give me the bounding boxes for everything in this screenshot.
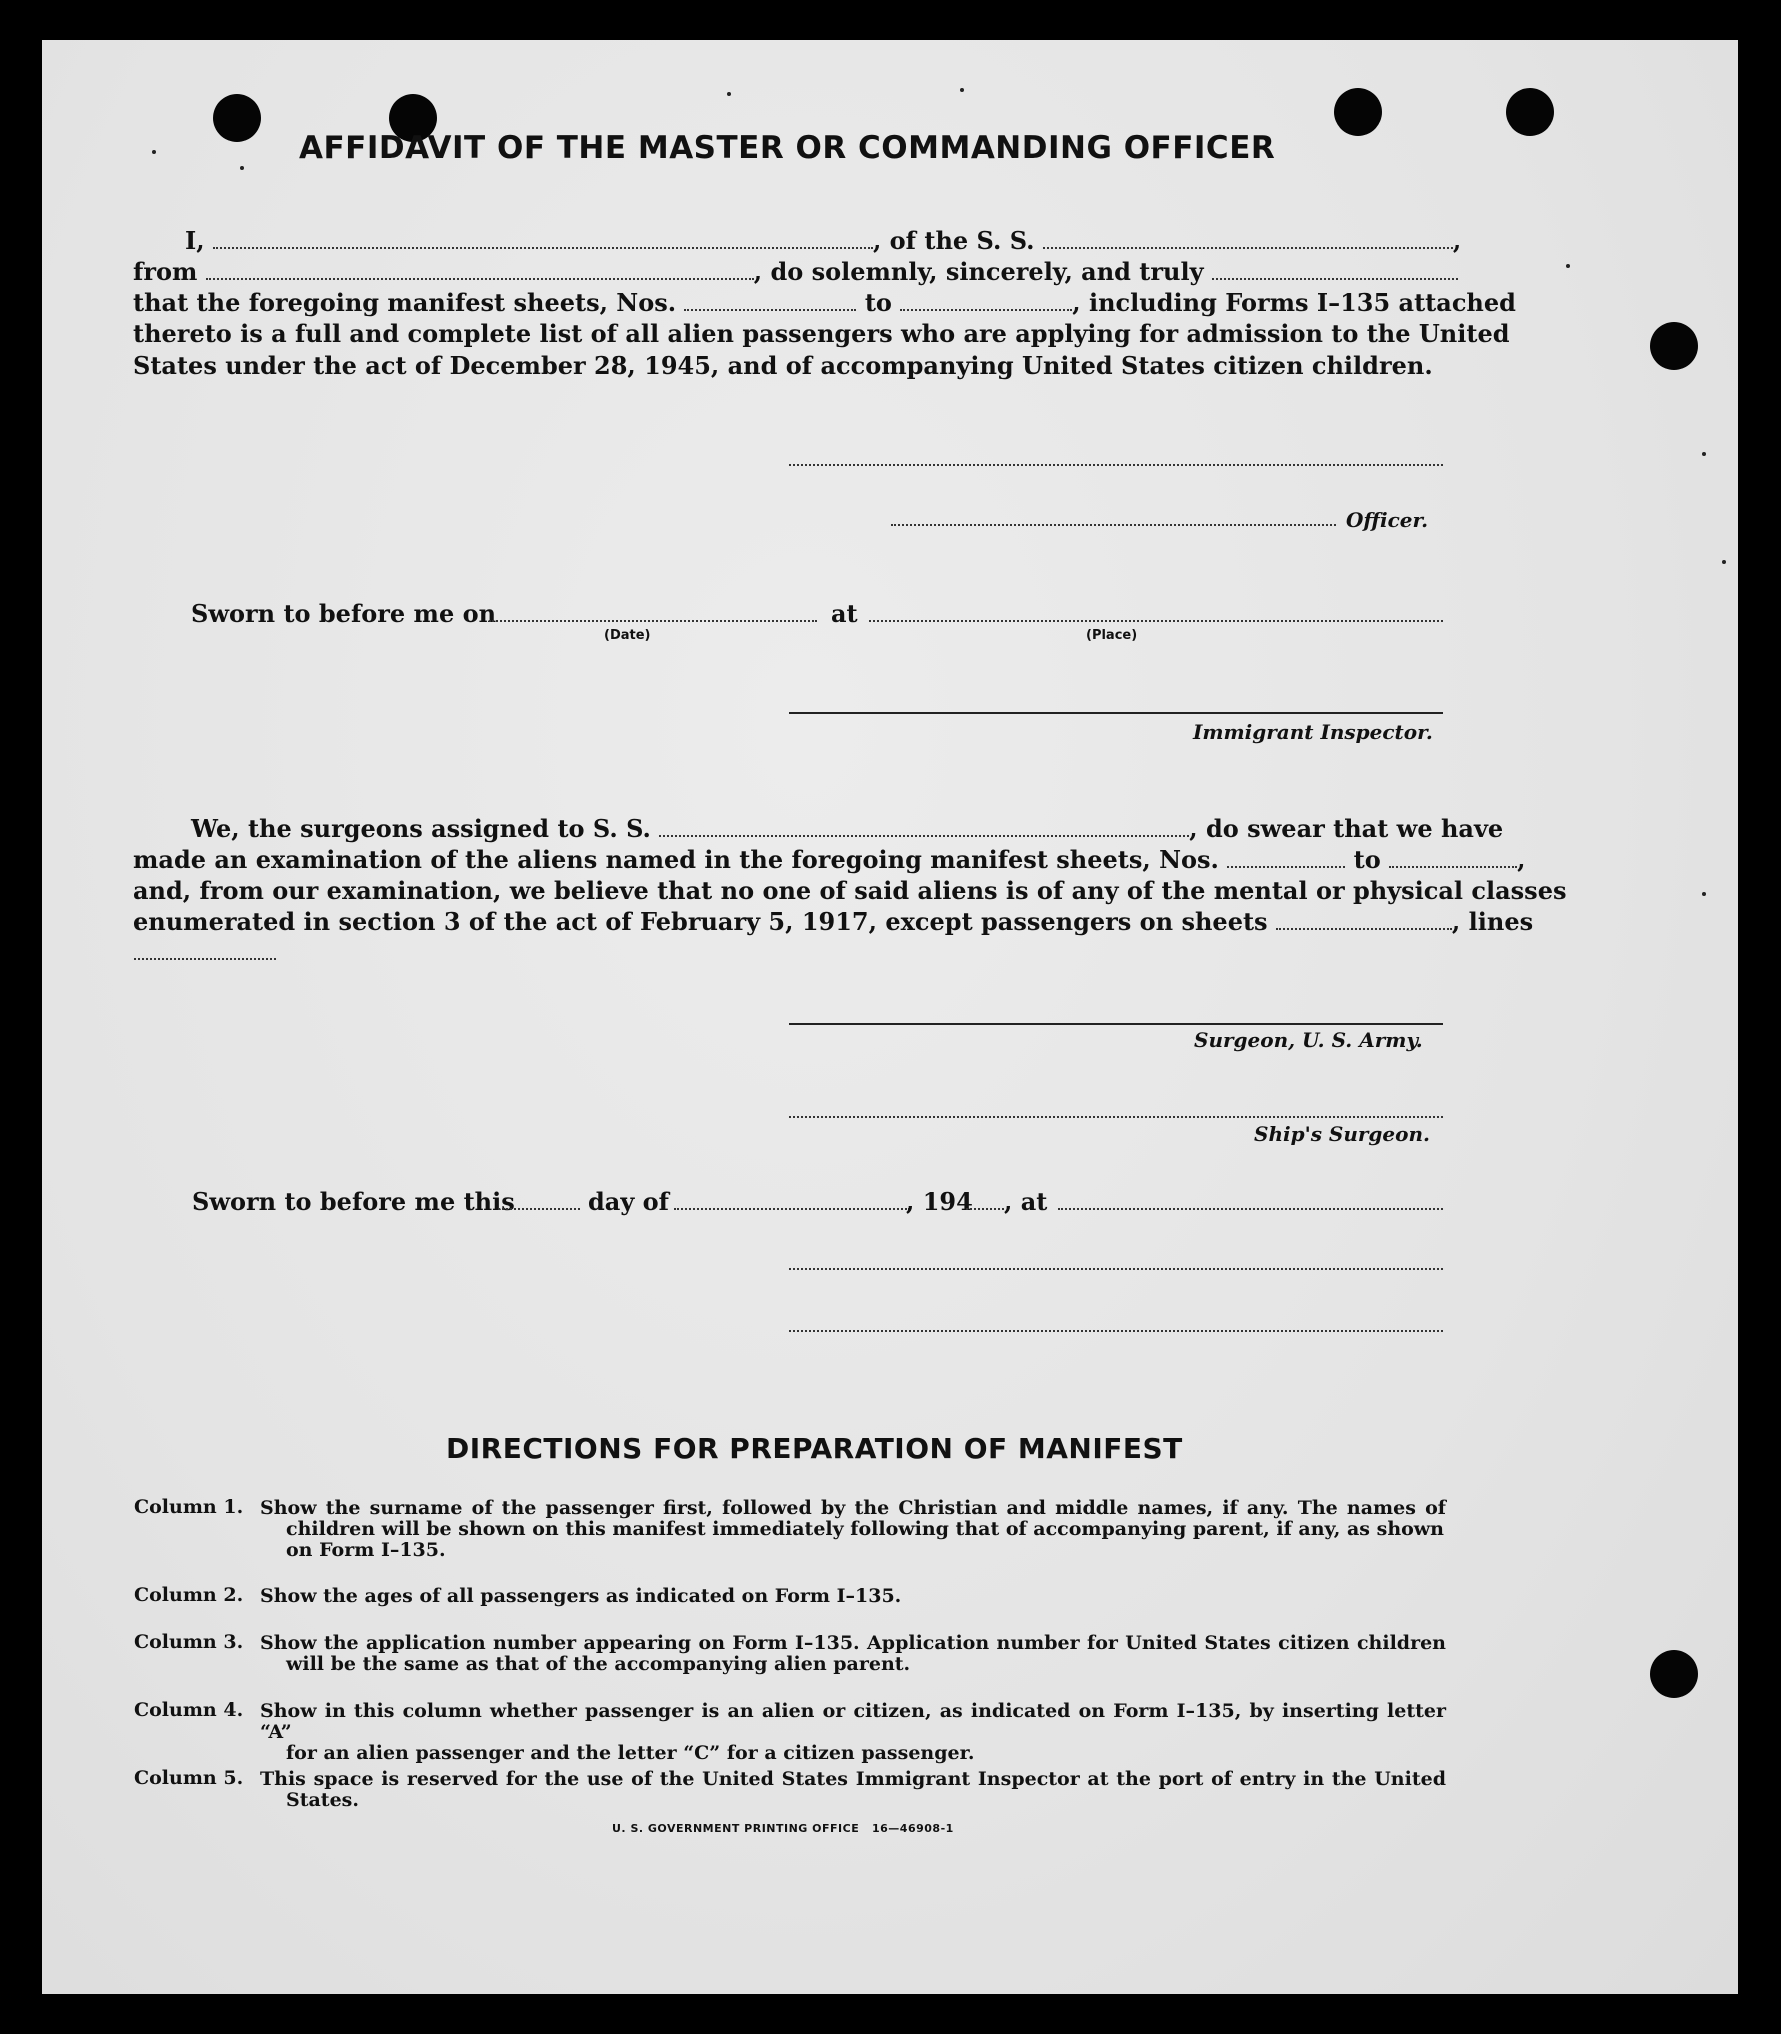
sheet-to-field[interactable] [900,289,1072,311]
oath-field[interactable] [1212,258,1458,280]
inspector-signature-line[interactable] [789,712,1443,714]
officer-signature-line[interactable] [789,464,1443,466]
sworn-this-text: Sworn to before me this [192,1187,515,1216]
ship-surgeon-label: Ship's Surgeon. [1254,1122,1430,1146]
sworn-day-field[interactable] [498,1208,580,1210]
inspector-signature-line-2[interactable] [789,1268,1443,1270]
officer-name-field[interactable] [213,227,873,249]
column-2-label: Column 2. [134,1584,244,1606]
paper-speck [1702,452,1706,456]
affidavit-title: AFFIDAVIT OF THE MASTER OR COMMANDING OFFICER [299,130,1276,166]
year-text: , 194 [906,1187,973,1216]
paper-speck [1722,560,1726,564]
officer-label: Officer. [1346,508,1429,532]
affidavit-line-1: I, , of the S. S. , [133,226,1445,255]
paper-speck [1566,264,1570,268]
sworn-date-field[interactable] [489,620,817,622]
sworn-at-text-2: , at [1004,1187,1048,1216]
place-caption: (Place) [1086,628,1138,643]
surgeons-line-4: enumerated in section 3 of the act of February 5, 1917, except passengers on sheets , lines [133,907,1534,936]
date-caption: (Date) [604,628,651,643]
column-3-text: Show the application number appearing on Form I–135. Application number for United States citizen children will be the same as that of the accompanying alien parent. [260,1632,1446,1675]
except-lines-field[interactable] [134,958,276,960]
form-code-footer: 16—46908-1 [872,1822,954,1835]
solemnly-text: , do solemnly, sincerely, and truly [753,257,1204,286]
column-5-label: Column 5. [134,1767,244,1789]
column-4-text: Show in this column whether passenger is an alien or citizen, as indicated on Form I–135, by inserting letter “A” for an alien passenger and the letter “C” for a citizen passenger. [260,1700,1446,1764]
affidavit-line-5: States under the act of December 28, 1945, and of accompanying United States citizen children. [133,351,1433,380]
printing-office-footer: U. S. GOVERNMENT PRINTING OFFICE [612,1822,860,1835]
paper-speck [152,150,156,154]
sworn-month-field[interactable] [674,1208,910,1210]
from-port-field[interactable] [206,258,754,280]
sworn-year-field[interactable] [966,1208,1004,1210]
sworn-at-text: at [831,599,858,628]
of-ss-text: , of the S. S. [872,226,1035,255]
column-5-text: This space is reserved for the use of the United States Immigrant Inspector at the port of entry in the United States. [260,1768,1446,1811]
sworn-place-field-2[interactable] [1058,1208,1443,1210]
day-of-text: day of [588,1187,669,1216]
directions-title: DIRECTIONS FOR PREPARATION OF MANIFEST [446,1432,1183,1465]
surgeons-line-2: made an examination of the aliens named in the foregoing manifest sheets, Nos. to , [133,845,1526,874]
affidavit-line-2 [133,257,1445,286]
sworn-place-field[interactable] [869,620,1443,622]
surgeons-line-1: We, the surgeons assigned to S. S. , do swear that we have [191,814,1504,843]
i-text: I, [185,226,205,255]
paper-speck [1702,892,1706,896]
exam-sheet-to-field[interactable] [1389,846,1517,868]
ship-name-field[interactable] [1043,227,1453,249]
affidavit-line-3: that the foregoing manifest sheets, Nos. to , including Forms I–135 attached [133,288,1516,317]
sworn-before-text: Sworn to before me on [191,599,497,628]
surgeon-ship-field[interactable] [659,815,1189,837]
ship-surgeon-signature-line[interactable] [789,1116,1443,1118]
column-2-text: Show the ages of all passengers as indicated on Form I–135. [260,1585,902,1607]
paper-speck [960,88,964,92]
inspector-label: Immigrant Inspector. [1193,720,1433,744]
paper-speck [727,92,731,96]
inspector-title-line-2[interactable] [789,1330,1443,1332]
column-1-text: Show the surname of the passenger first, followed by the Christian and middle names, if any. The names of children will be shown on this manifest immediately following that of accompanying parent, if any, as shown on Form I–135. [260,1497,1446,1561]
except-sheets-field[interactable] [1276,908,1452,930]
punch-hole [1650,1650,1698,1698]
punch-hole [1334,88,1382,136]
from-text: from [133,257,198,286]
punch-hole [213,94,261,142]
column-3-label: Column 3. [134,1631,244,1653]
column-1-label: Column 1. [134,1496,244,1518]
army-surgeon-signature-line[interactable] [789,1023,1443,1025]
surgeons-line-3: and, from our examination, we believe that no one of said aliens is of any of the mental or physical classes [133,876,1567,905]
punch-hole [1506,88,1554,136]
column-4-label: Column 4. [134,1699,244,1721]
sheet-from-field[interactable] [684,289,856,311]
officer-name-line[interactable] [891,524,1336,526]
punch-hole [1650,322,1698,370]
army-surgeon-label: Surgeon, U. S. Army. [1194,1028,1423,1052]
paper-speck [240,166,244,170]
affidavit-line-4: thereto is a full and complete list of all alien passengers who are applying for admission to the United [133,319,1510,348]
exam-sheet-from-field[interactable] [1227,846,1345,868]
